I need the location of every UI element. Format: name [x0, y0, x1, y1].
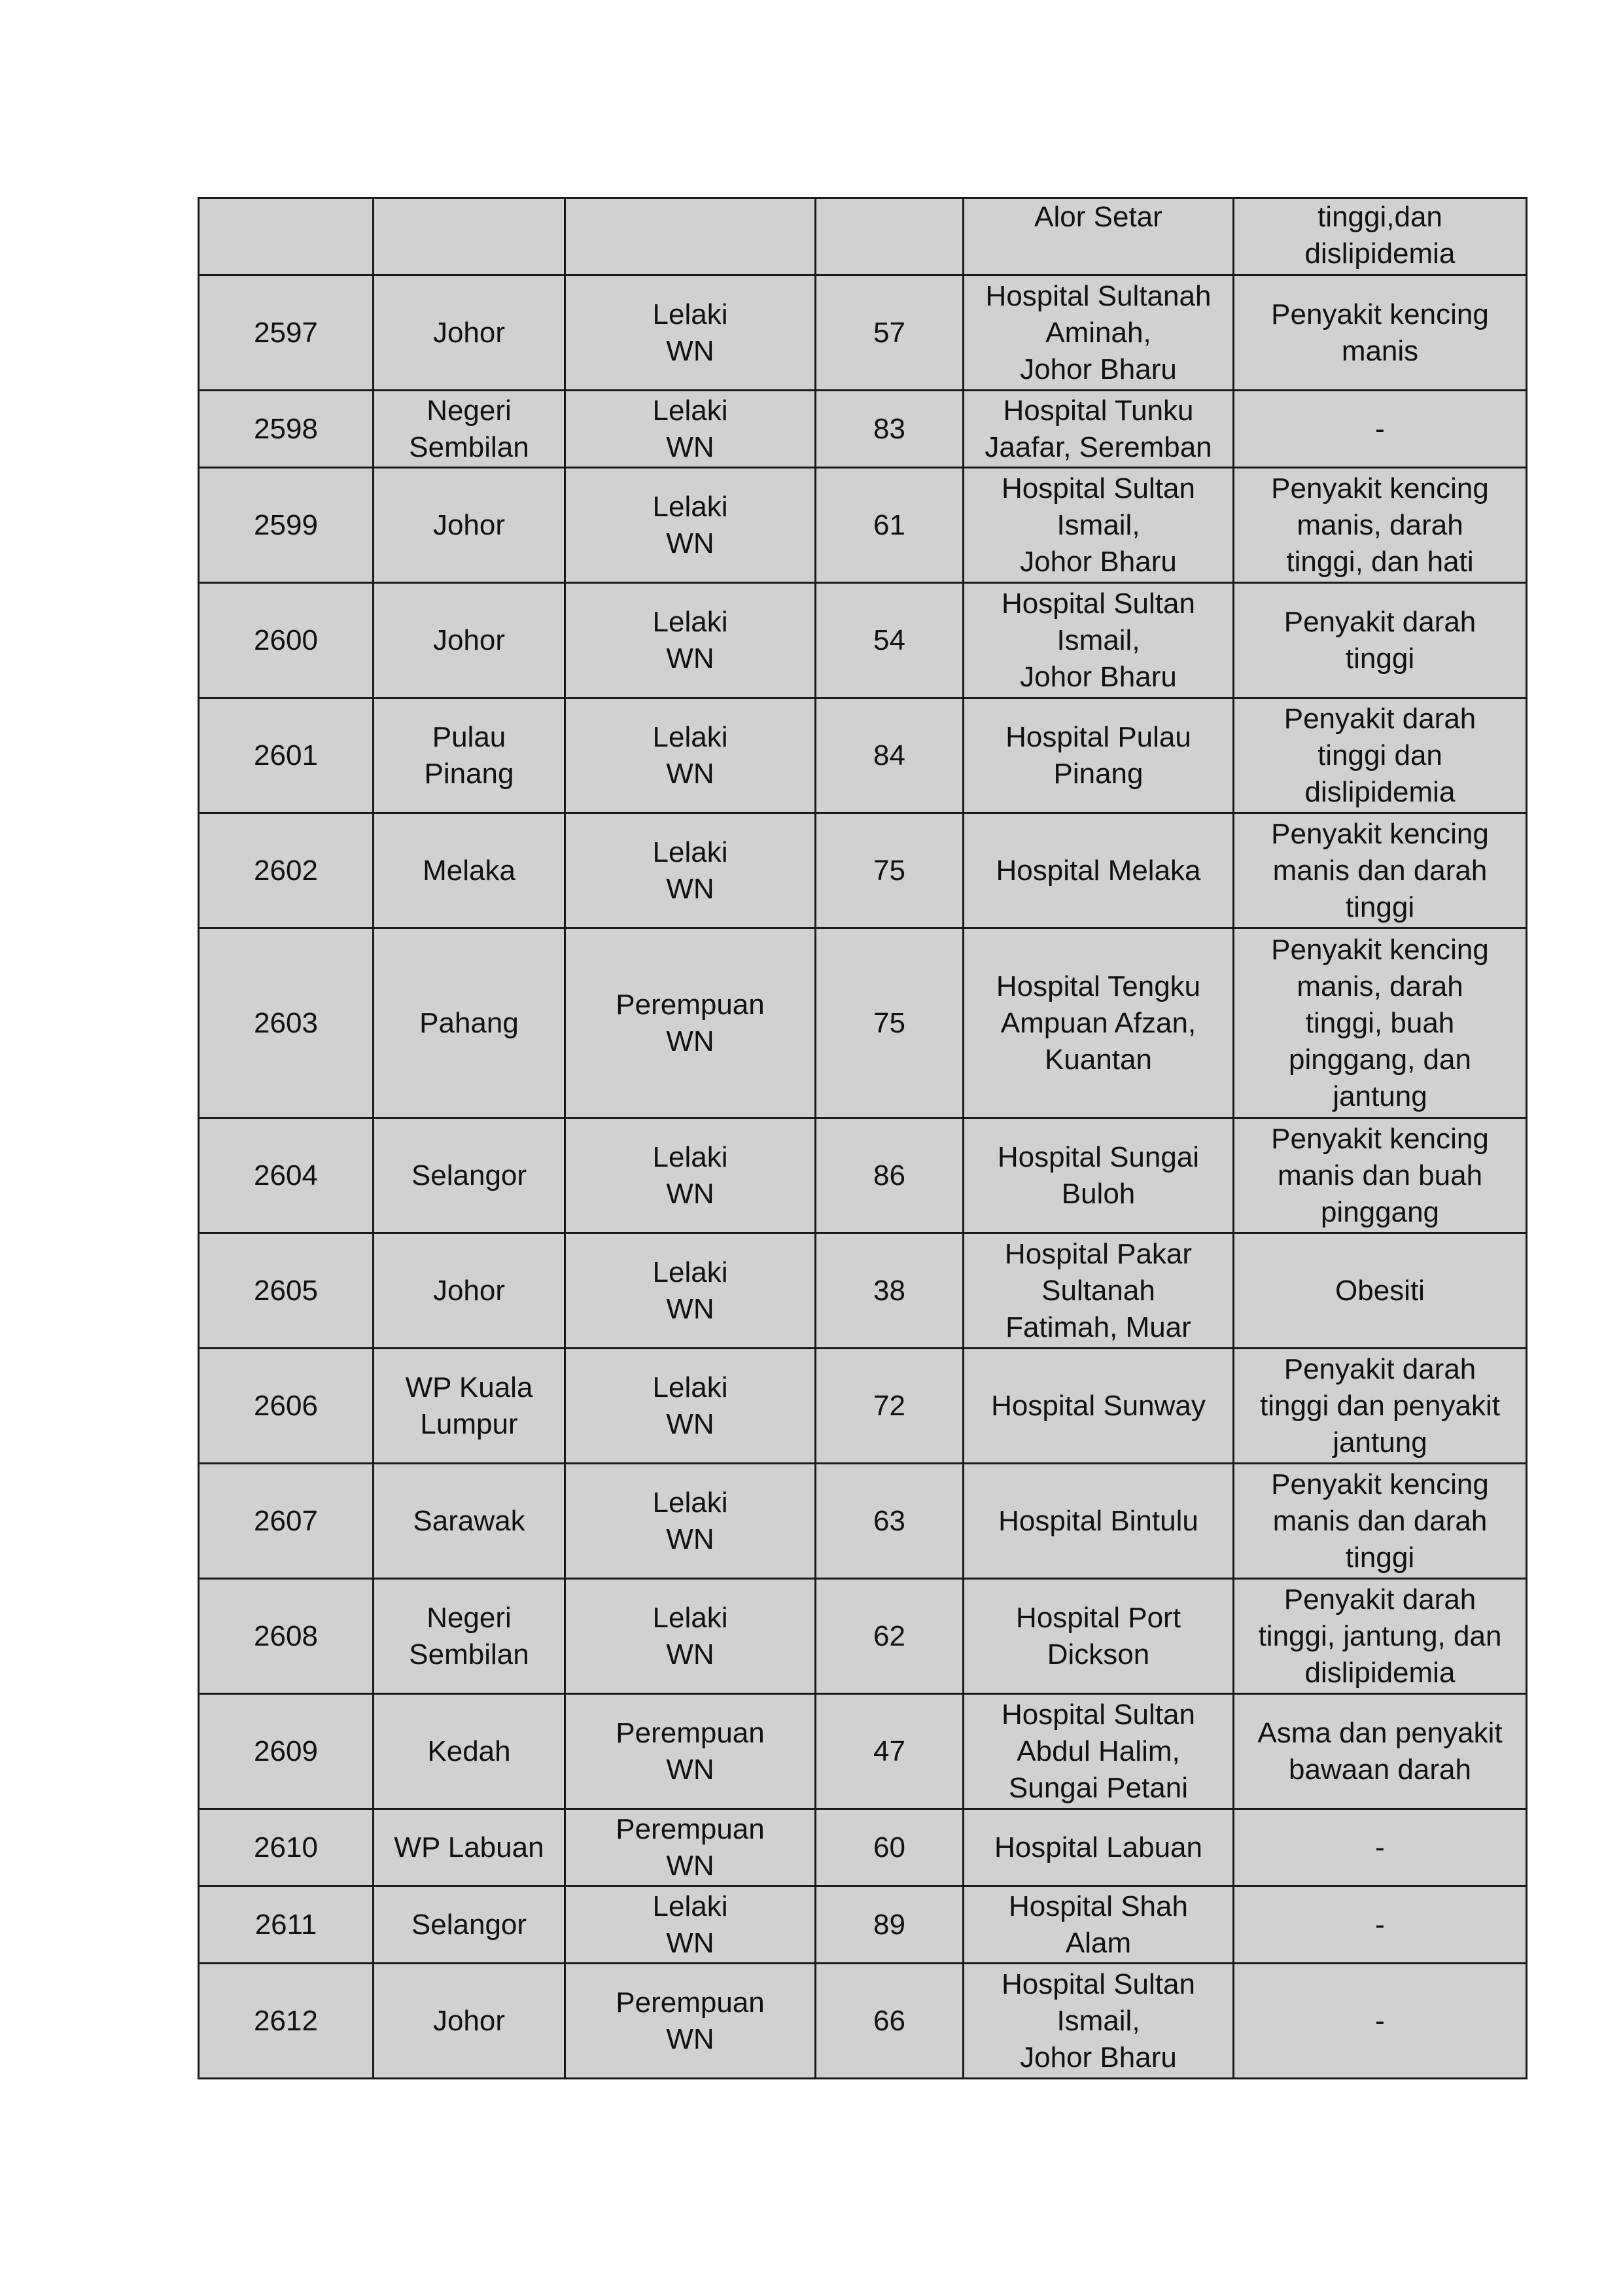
cell-state: Pahang: [374, 928, 565, 1118]
cell-hospital: Hospital Sultan Ismail, Johor Bharu: [964, 1964, 1234, 2079]
cell-state: Sarawak: [374, 1464, 565, 1579]
cell-comorbidity: Penyakit darah tinggi: [1234, 583, 1527, 698]
cell-comorbidity: -: [1234, 391, 1527, 468]
cell-age: 72: [816, 1349, 964, 1464]
cell-case-no: 2610: [199, 1809, 374, 1886]
cell-comorbidity: -: [1234, 1886, 1527, 1964]
cell-state: [374, 198, 565, 275]
cell-case-no: 2600: [199, 583, 374, 698]
cell-case-no: 2597: [199, 275, 374, 391]
cell-gender-status: Lelaki WN: [565, 1233, 816, 1349]
cell-case-no: 2602: [199, 813, 374, 928]
cell-gender-status: Lelaki WN: [565, 813, 816, 928]
cell-age: 47: [816, 1694, 964, 1809]
cell-hospital: Hospital Labuan: [964, 1809, 1234, 1886]
cell-age: 61: [816, 468, 964, 583]
cell-state: WP Labuan: [374, 1809, 565, 1886]
cell-hospital: Hospital Sultan Ismail, Johor Bharu: [964, 468, 1234, 583]
cell-gender-status: [565, 198, 816, 275]
cell-case-no: 2611: [199, 1886, 374, 1964]
cell-case-no: 2603: [199, 928, 374, 1118]
table-row: [199, 1809, 1527, 1886]
cell-comorbidity: Penyakit kencing manis dan darah tinggi: [1234, 1464, 1527, 1579]
cell-age: 54: [816, 583, 964, 698]
cell-case-no: 2599: [199, 468, 374, 583]
cell-state: Negeri Sembilan: [374, 1579, 565, 1694]
cell-hospital: Hospital Sunway: [964, 1349, 1234, 1464]
table-row: [199, 698, 1527, 813]
cell-hospital: Hospital Sultan Ismail, Johor Bharu: [964, 583, 1234, 698]
cell-age: 75: [816, 813, 964, 928]
table-row: [199, 1118, 1527, 1233]
cell-comorbidity: Penyakit darah tinggi dan penyakit jantung: [1234, 1349, 1527, 1464]
table-row: [199, 1349, 1527, 1464]
cell-state: Johor: [374, 1964, 565, 2079]
cell-comorbidity: Penyakit kencing manis dan buah pinggang: [1234, 1118, 1527, 1233]
cell-hospital: Alor Setar: [964, 198, 1234, 275]
cell-age: 75: [816, 928, 964, 1118]
cell-gender-status: Lelaki WN: [565, 1886, 816, 1964]
table-row: [199, 813, 1527, 928]
cell-hospital: Hospital Bintulu: [964, 1464, 1234, 1579]
cell-comorbidity: Penyakit darah tinggi dan dislipidemia: [1234, 698, 1527, 813]
cell-comorbidity: -: [1234, 1809, 1527, 1886]
cell-age: 84: [816, 698, 964, 813]
cell-hospital: Hospital Pulau Pinang: [964, 698, 1234, 813]
cell-gender-status: Lelaki WN: [565, 1349, 816, 1464]
cell-gender-status: Lelaki WN: [565, 1118, 816, 1233]
table-row: [199, 928, 1527, 1118]
cell-comorbidity: Asma dan penyakit bawaan darah: [1234, 1694, 1527, 1809]
cell-hospital: Hospital Tunku Jaafar, Seremban: [964, 391, 1234, 468]
cell-gender-status: Lelaki WN: [565, 468, 816, 583]
cell-case-no: 2608: [199, 1579, 374, 1694]
cell-comorbidity: Penyakit darah tinggi, jantung, dan dislipidemia: [1234, 1579, 1527, 1694]
cell-case-no: 2607: [199, 1464, 374, 1579]
cell-state: Kedah: [374, 1694, 565, 1809]
cell-gender-status: Perempuan WN: [565, 928, 816, 1118]
cell-age: 83: [816, 391, 964, 468]
table-row: [199, 391, 1527, 468]
cell-gender-status: Lelaki WN: [565, 583, 816, 698]
cell-case-no: 2609: [199, 1694, 374, 1809]
cell-age: 63: [816, 1464, 964, 1579]
cell-age: 57: [816, 275, 964, 391]
cell-gender-status: Lelaki WN: [565, 698, 816, 813]
cell-gender-status: Lelaki WN: [565, 1579, 816, 1694]
cell-gender-status: Perempuan WN: [565, 1694, 816, 1809]
cases-table: [198, 197, 1527, 2079]
cases-table-body: [199, 198, 1527, 2079]
cell-hospital: Hospital Sultanah Aminah, Johor Bharu: [964, 275, 1234, 391]
cell-state: Selangor: [374, 1886, 565, 1964]
cell-hospital: Hospital Pakar Sultanah Fatimah, Muar: [964, 1233, 1234, 1349]
cell-state: Melaka: [374, 813, 565, 928]
cell-age: 66: [816, 1964, 964, 2079]
table-row: [199, 1964, 1527, 2079]
cell-gender-status: Lelaki WN: [565, 391, 816, 468]
cell-age: 62: [816, 1579, 964, 1694]
table-row: [199, 1233, 1527, 1349]
table-row: [199, 583, 1527, 698]
cell-state: Johor: [374, 1233, 565, 1349]
cell-state: Johor: [374, 275, 565, 391]
cell-comorbidity: Penyakit kencing manis, darah tinggi, buah pinggang, dan jantung: [1234, 928, 1527, 1118]
cell-state: Pulau Pinang: [374, 698, 565, 813]
cell-case-no: 2598: [199, 391, 374, 468]
cell-case-no: 2612: [199, 1964, 374, 2079]
cell-hospital: Hospital Sungai Buloh: [964, 1118, 1234, 1233]
table-row: [199, 1886, 1527, 1964]
cell-gender-status: Perempuan WN: [565, 1809, 816, 1886]
cell-case-no: 2605: [199, 1233, 374, 1349]
table-row: [199, 1694, 1527, 1809]
cell-comorbidity: Penyakit kencing manis: [1234, 275, 1527, 391]
cell-case-no: 2606: [199, 1349, 374, 1464]
cell-hospital: Hospital Shah Alam: [964, 1886, 1234, 1964]
cell-state: Selangor: [374, 1118, 565, 1233]
table-row: [199, 275, 1527, 391]
cell-hospital: Hospital Melaka: [964, 813, 1234, 928]
cell-hospital: Hospital Sultan Abdul Halim, Sungai Petani: [964, 1694, 1234, 1809]
cell-state: Negeri Sembilan: [374, 391, 565, 468]
cell-age: [816, 198, 964, 275]
cell-comorbidity: tinggi,dan dislipidemia: [1234, 198, 1527, 275]
table-row: [199, 468, 1527, 583]
cell-gender-status: Lelaki WN: [565, 1464, 816, 1579]
cell-case-no: 2604: [199, 1118, 374, 1233]
table-row-continuation: [199, 198, 1527, 275]
table-row: [199, 1579, 1527, 1694]
cell-hospital: Hospital Port Dickson: [964, 1579, 1234, 1694]
cell-hospital: Hospital Tengku Ampuan Afzan, Kuantan: [964, 928, 1234, 1118]
cell-case-no: [199, 198, 374, 275]
cell-age: 60: [816, 1809, 964, 1886]
cell-age: 38: [816, 1233, 964, 1349]
table-row: [199, 1464, 1527, 1579]
cell-gender-status: Lelaki WN: [565, 275, 816, 391]
cell-state: Johor: [374, 468, 565, 583]
cell-age: 89: [816, 1886, 964, 1964]
cell-gender-status: Perempuan WN: [565, 1964, 816, 2079]
cell-comorbidity: Penyakit kencing manis, darah tinggi, dan hati: [1234, 468, 1527, 583]
cell-state: Johor: [374, 583, 565, 698]
cell-case-no: 2601: [199, 698, 374, 813]
cell-comorbidity: Obesiti: [1234, 1233, 1527, 1349]
cell-age: 86: [816, 1118, 964, 1233]
cell-state: WP Kuala Lumpur: [374, 1349, 565, 1464]
cell-comorbidity: -: [1234, 1964, 1527, 2079]
cell-comorbidity: Penyakit kencing manis dan darah tinggi: [1234, 813, 1527, 928]
